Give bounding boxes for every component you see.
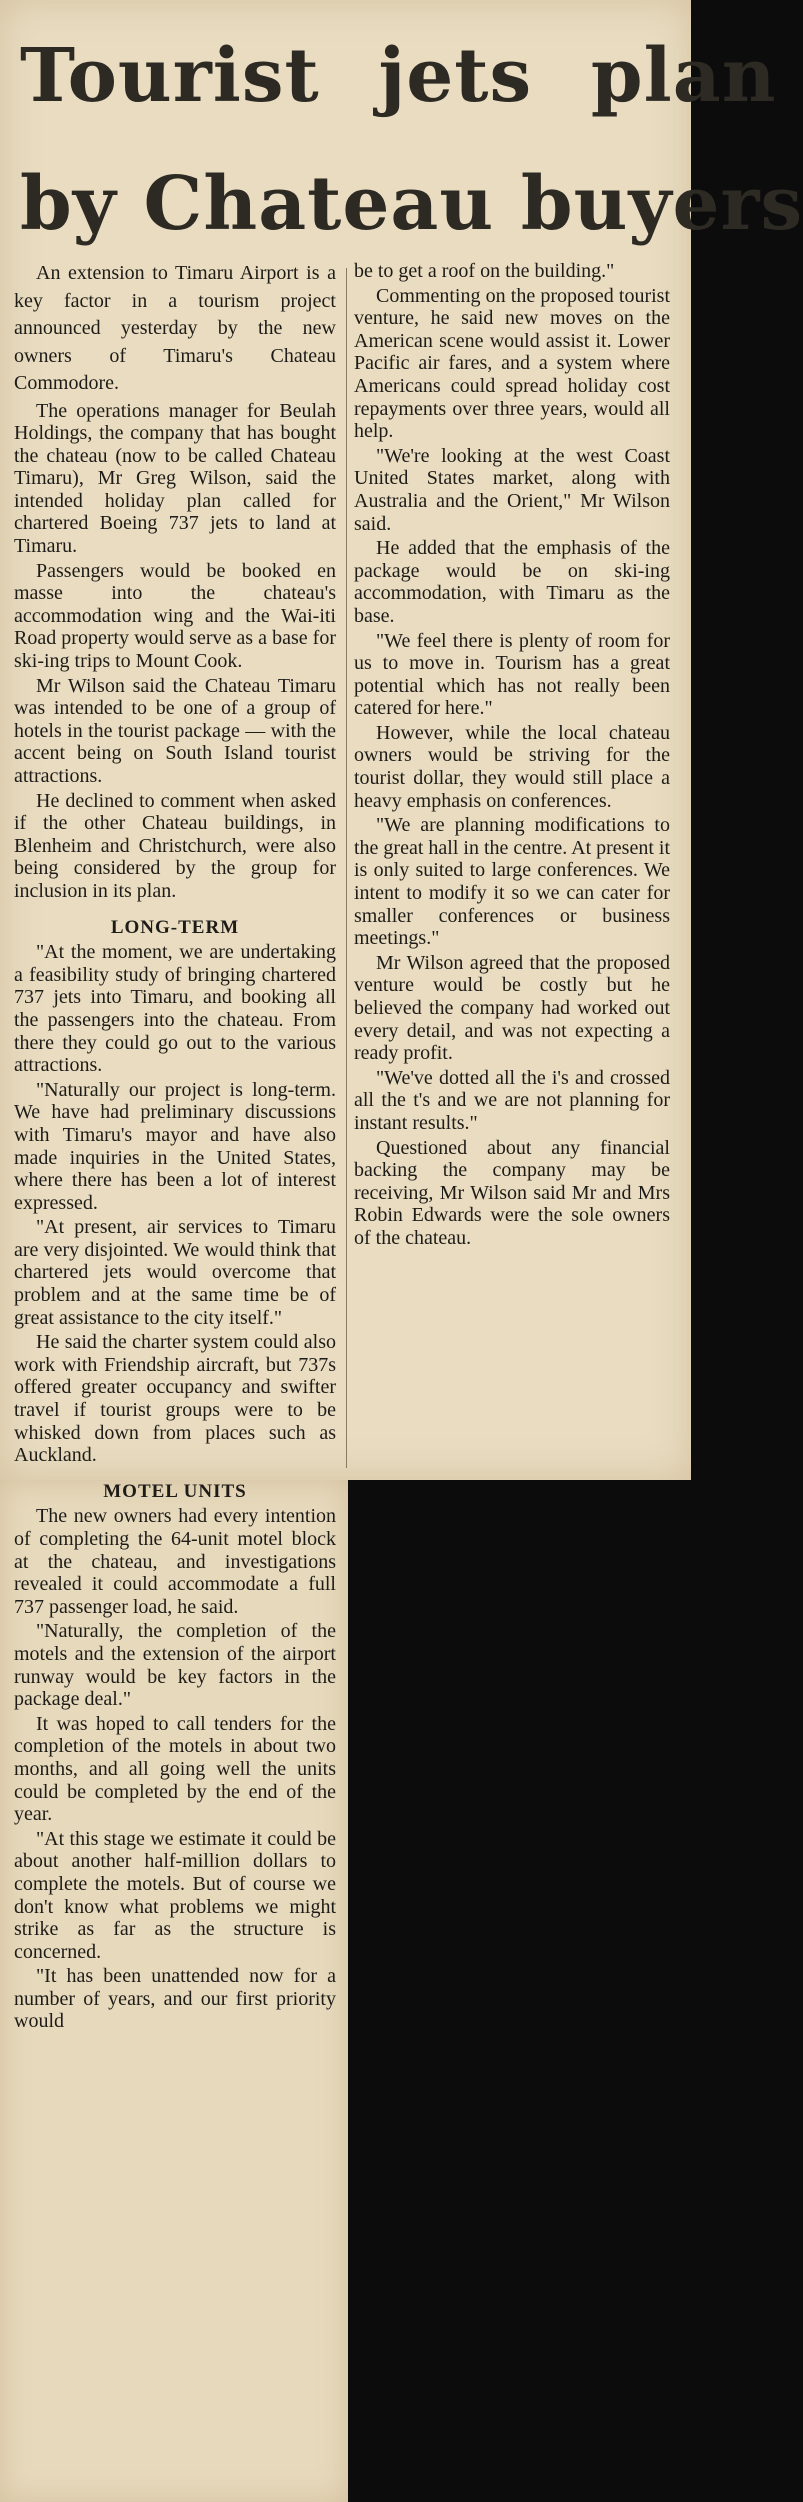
- headline-line-1: Tourist jets plan: [20, 33, 777, 119]
- article-paragraph: "It has been unattended now for a number of years, and our first priority would: [14, 1965, 336, 2033]
- column-divider: [346, 268, 347, 1468]
- article-paragraph: "Naturally, the completion of the motels and the extension of the airport runway would be key factors in the package deal.": [14, 1620, 336, 1711]
- article-paragraph: The new owners had every intention of completing the 64-unit motel block at the chateau, and investigations revealed it could accommodate a full 737 passenger load, he said.: [14, 1505, 336, 1618]
- left-column: [14, 260, 336, 2035]
- article-paragraph: "Naturally our project is long-term. We have had preliminary discussions with Timaru's mayor and have also made inquiries in the United States, where there has been a lot of interest expressed.: [14, 1078, 336, 1214]
- article-paragraph: "At present, air services to Timaru are very disjointed. We would think that chartered jets would overcome that problem and at the same time be of great assistance to the city itself.": [14, 1216, 336, 1329]
- article-paragraph: Mr Wilson said the Chateau Timaru was intended to be one of a group of hotels in the tourist package — with the accent being on South Island tourist attractions.: [14, 674, 336, 787]
- headline-line-2: by Chateau buyers: [20, 161, 803, 247]
- subhead-long-term: LONG-TERM: [110, 916, 240, 938]
- article-paragraph: "We're looking at the west Coast United States market, along with Australia and the Orient," Mr Wilson said.: [354, 444, 670, 535]
- article-paragraph: It was hoped to call tenders for the completion of the motels in about two months, and all going well the units could be completed by the end of the year.: [14, 1712, 336, 1826]
- article-paragraph: However, while the local chateau owners would be striving for the tourist dollar, they would still place a heavy emphasis on conferences.: [354, 721, 670, 812]
- article-paragraph: Commenting on the proposed tourist venture, he said new moves on the American scene would assist it. Lower Pacific air fares, and a system where Americans could spread holiday cost repayments over three years, would all help.: [354, 284, 670, 443]
- lead-paragraph: An extension to Timaru Airport is a key factor in a tourism project announced yesterday by the new owners of Timaru's Chateau Commodore.: [14, 262, 336, 394]
- article-paragraph: "We've dotted all the i's and crossed all the t's and we are not planning for instant results.": [354, 1066, 670, 1134]
- article-paragraph: Passengers would be booked en masse into the chateau's accommodation wing and the Wai-iti Road property would serve as a base for ski-ing trips to Mount Cook.: [14, 559, 336, 673]
- article-paragraph: He said the charter system could also work with Friendship aircraft, but 737s offered greater occupancy and swifter travel if tourist groups were to be whisked down from places such as Auckland.: [14, 1331, 336, 1467]
- headline: [20, 12, 803, 268]
- right-column: [354, 260, 670, 1252]
- article-paragraph: He declined to comment when asked if the other Chateau buildings, in Blenheim and Christchurch, were also being considered by the group for inclusion in its plan.: [14, 789, 336, 902]
- article-paragraph: "At this stage we estimate it could be about another half-million dollars to complete the motels. But of course we don't know what problems we might strike as far as the structure is concerned.: [14, 1827, 336, 1963]
- article-paragraph: "We feel there is plenty of room for us to move in. Tourism has a great potential which has not really been catered for here.": [354, 629, 670, 720]
- subhead-motel-units: MOTEL UNITS: [103, 1480, 247, 1502]
- article-paragraph: He added that the emphasis of the package would be on ski-ing accommodation, with Timaru as the base.: [354, 537, 670, 627]
- article-paragraph: "We are planning modifications to the great hall in the centre. At present it is only suited to large conferences. We intent to modify it so we can cater for smaller conferences or business meetings.": [354, 814, 670, 950]
- article-paragraph-continued: be to get a roof on the building.": [354, 260, 615, 282]
- article-paragraph: Questioned about any financial backing the company may be receiving, Mr Wilson said Mr and Mrs Robin Edwards were the sole owners of the chateau.: [354, 1136, 670, 1249]
- article-paragraph: Mr Wilson agreed that the proposed venture would be costly but he believed the company had worked out every detail, and was not expecting a ready profit.: [354, 951, 670, 1065]
- article-paragraph: The operations manager for Beulah Holdings, the company that has bought the chateau (now to be called Chateau Timaru), Mr Greg Wilson, said the intended holiday plan called for chartered Boeing 737 jets to land at Timaru.: [14, 399, 336, 558]
- article-paragraph: "At the moment, we are undertaking a feasibility study of bringing chartered 737 jets into Timaru, and booking all the passengers into the chateau. From there they could go out to the various attractions.: [14, 941, 336, 1077]
